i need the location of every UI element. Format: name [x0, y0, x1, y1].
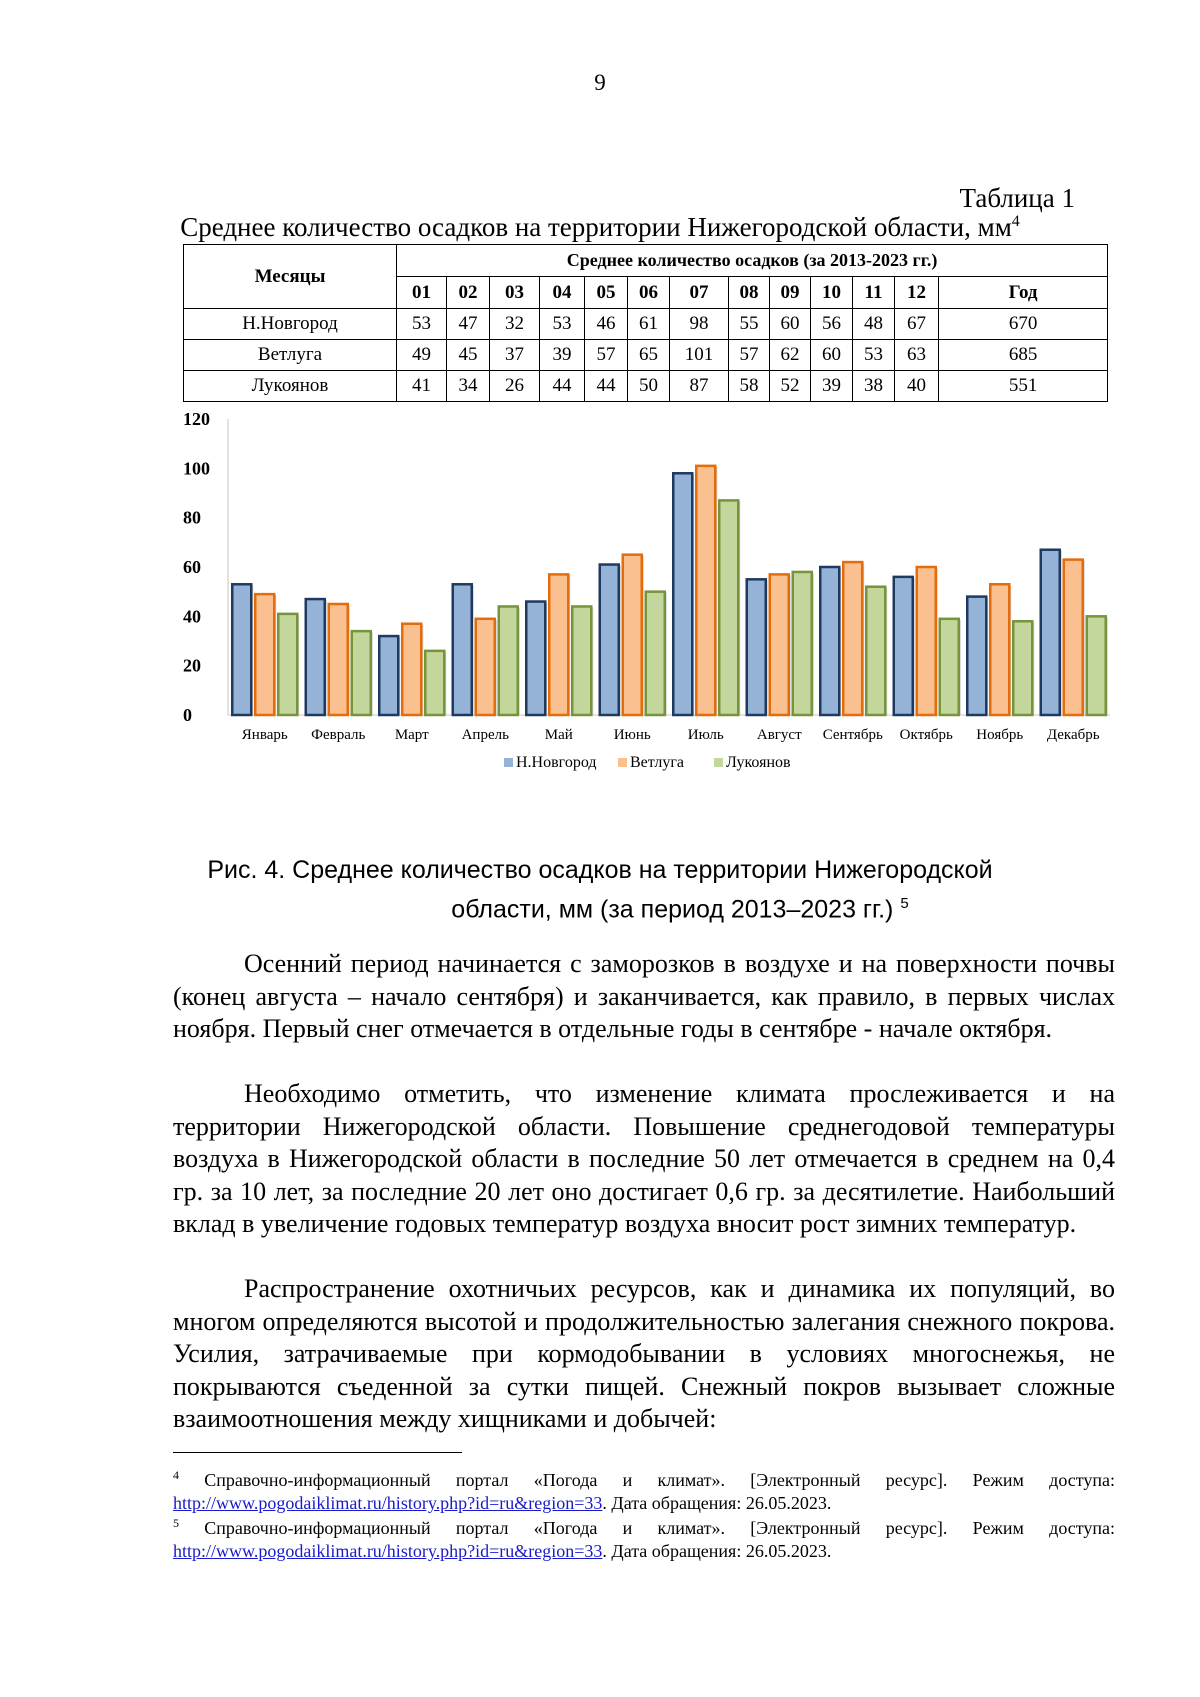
column-header: 04 [540, 277, 585, 309]
value-cell: 53 [853, 340, 895, 371]
x-category-label: Сентябрь [822, 727, 883, 743]
bar [453, 584, 472, 715]
value-cell: 63 [895, 340, 939, 371]
legend-swatch [504, 758, 513, 767]
y-tick-label: 40 [183, 606, 201, 627]
x-category-label: Апрель [461, 727, 509, 743]
bar [549, 574, 568, 715]
caption-footnote-ref: 5 [900, 895, 909, 912]
legend-swatch [618, 758, 627, 767]
value-cell: 53 [540, 309, 585, 340]
footnote [173, 1512, 1115, 1563]
bar [820, 567, 839, 715]
legend-swatch [714, 758, 723, 767]
x-category-label: Февраль [311, 727, 366, 743]
bar [967, 597, 986, 715]
column-header: 11 [853, 277, 895, 309]
footnote-text: Справочно-информационный портал «Погода и климат». [Электронный ресурс]. Режим доступа: [204, 1470, 1116, 1490]
bar [255, 594, 274, 715]
column-header: Год [939, 277, 1108, 309]
value-cell: 57 [729, 340, 770, 371]
value-cell: 87 [670, 371, 729, 402]
bar [843, 562, 862, 715]
value-cell: 670 [939, 309, 1108, 340]
value-cell: 60 [770, 309, 811, 340]
bar [866, 587, 885, 715]
value-cell: 53 [397, 309, 447, 340]
value-cell: 67 [895, 309, 939, 340]
value-cell: 98 [670, 309, 729, 340]
footnote-separator [173, 1452, 462, 1453]
precipitation-table [183, 244, 1108, 402]
bar [696, 466, 715, 715]
bar [770, 574, 789, 715]
x-category-label: Июль [687, 727, 724, 743]
footnote-date: . Дата обращения: 26.05.2023. [602, 1541, 832, 1561]
bars-group [232, 466, 1108, 715]
bar [894, 577, 913, 715]
footnote-number: 5 [173, 1516, 179, 1530]
table-row [184, 371, 1108, 402]
y-tick-label: 100 [183, 458, 210, 479]
column-header: 03 [490, 277, 540, 309]
station-name-cell: Лукоянов [184, 371, 397, 402]
station-name-cell: Ветлуга [184, 340, 397, 371]
y-tick-label: 60 [183, 557, 201, 577]
x-category-label: Октябрь [899, 727, 953, 743]
table-body [184, 309, 1108, 402]
bar [1041, 550, 1060, 715]
paragraph [173, 1078, 1115, 1241]
table-title-footnote-ref: 4 [1011, 213, 1020, 230]
bar [623, 555, 642, 715]
x-category-label: Июнь [613, 727, 651, 743]
caption-line-2 [0, 887, 1200, 926]
figure-caption [0, 853, 1200, 926]
chart-legend [504, 754, 791, 771]
value-cell: 61 [628, 309, 670, 340]
bar [719, 500, 738, 715]
value-cell: 685 [939, 340, 1108, 371]
value-cell: 44 [585, 371, 628, 402]
column-header: 06 [628, 277, 670, 309]
value-cell: 50 [628, 371, 670, 402]
bar [329, 604, 348, 715]
value-cell: 49 [397, 340, 447, 371]
paragraph-text: Необходимо отметить, что изменение климата прослеживается и на территории Нижегородской области. Повышение среднегодовой температуры воздуха в Нижегородской области в последние 50 лет отмечается в среднем на 0,4 гр. за 10 лет, за последние 20 лет оно достигает 0,6 гр. за десятилетие. Наибольший вклад в увеличение годовых температур воздуха вносит рост зимних температур. [173, 1079, 1115, 1238]
y-tick-label: 120 [183, 409, 210, 429]
value-cell: 39 [540, 340, 585, 371]
y-axis-ticks [183, 409, 210, 725]
bar [278, 614, 297, 715]
footnote-link[interactable]: http://www.pogodaiklimat.ru/history.php?id=ru&region=33 [173, 1541, 603, 1561]
bar [646, 592, 665, 715]
value-cell: 37 [490, 340, 540, 371]
column-header: 02 [447, 277, 490, 309]
value-cell: 551 [939, 371, 1108, 402]
value-cell: 41 [397, 371, 447, 402]
legend-label: Ветлуга [630, 754, 685, 771]
value-cell: 101 [670, 340, 729, 371]
x-category-label: Август [756, 727, 802, 743]
x-category-label: Март [394, 727, 429, 743]
bar [572, 606, 591, 715]
value-cell: 46 [585, 309, 628, 340]
bar [425, 651, 444, 715]
paragraph [173, 1273, 1115, 1436]
table-title-text: Среднее количество осадков на территории Нижегородской области, мм [180, 212, 1012, 242]
column-header: 10 [811, 277, 853, 309]
paragraph-text: Осенний период начинается с заморозков в воздухе и на поверхности почвы (конец августа – начало сентября) и заканчивается, как правило, в первых числах ноября. Первый снег отмечается в отдельные годы в сентябре - начале октября. [173, 949, 1115, 1043]
value-cell: 47 [447, 309, 490, 340]
precipitation-bar-chart [183, 404, 1117, 850]
value-cell: 38 [853, 371, 895, 402]
value-cell: 65 [628, 340, 670, 371]
bar [917, 567, 936, 715]
paragraph [173, 948, 1115, 1046]
bar [306, 599, 325, 715]
months-header: Месяцы [184, 245, 397, 309]
value-cell: 55 [729, 309, 770, 340]
footnote-text: Справочно-информационный портал «Погода и климат». [Электронный ресурс]. Режим доступа: [204, 1518, 1116, 1538]
y-tick-label: 80 [183, 507, 201, 528]
bar [673, 473, 692, 715]
footnote-number: 4 [173, 1468, 179, 1482]
bar [793, 572, 812, 715]
value-cell: 32 [490, 309, 540, 340]
value-cell: 45 [447, 340, 490, 371]
bar [232, 584, 251, 715]
column-header: 09 [770, 277, 811, 309]
page-number: 9 [594, 70, 606, 95]
table-title [0, 212, 1200, 243]
station-name-cell: Н.Новгород [184, 309, 397, 340]
footnote-date: . Дата обращения: 26.05.2023. [602, 1493, 832, 1513]
column-header: 08 [729, 277, 770, 309]
caption-line-1: Рис. 4. Среднее количество осадков на территории Нижегородской [207, 856, 993, 884]
paragraph-text: Распространение охотничьих ресурсов, как и динамика их популяций, во многом определяются высотой и продолжительностью залегания снежного покрова. Усилия, затрачиваемые при кормодобывании в условиях многоснежья, не покрываются съеденной за сутки пищей. Снежный покров вызывает сложные взаимоотношения между хищниками и добычей: [173, 1274, 1115, 1433]
y-tick-label: 0 [183, 705, 192, 725]
x-category-label: Январь [241, 727, 288, 743]
legend-label: Лукоянов [726, 754, 791, 771]
table-row [184, 309, 1108, 340]
bar [990, 584, 1009, 715]
table-row [184, 340, 1108, 371]
value-cell: 34 [447, 371, 490, 402]
value-cell: 52 [770, 371, 811, 402]
value-cell: 44 [540, 371, 585, 402]
value-cell: 39 [811, 371, 853, 402]
bar [379, 636, 398, 715]
x-category-label: Декабрь [1046, 727, 1100, 743]
table-label: Таблица 1 [959, 183, 1075, 213]
legend-label: Н.Новгород [516, 754, 597, 771]
bar [940, 619, 959, 715]
x-category-label: Май [544, 727, 573, 743]
value-cell: 58 [729, 371, 770, 402]
column-header: 01 [397, 277, 447, 309]
footnote [173, 1464, 1115, 1515]
bar [1064, 560, 1083, 715]
value-cell: 56 [811, 309, 853, 340]
value-cell: 62 [770, 340, 811, 371]
value-cell: 48 [853, 309, 895, 340]
value-cell: 26 [490, 371, 540, 402]
x-category-label: Ноябрь [976, 727, 1024, 743]
value-cell: 57 [585, 340, 628, 371]
footnote-link[interactable]: http://www.pogodaiklimat.ru/history.php?id=ru&region=33 [173, 1493, 603, 1513]
y-tick-label: 20 [183, 655, 201, 676]
bar [1013, 621, 1032, 715]
bar [402, 624, 421, 715]
column-header: 12 [895, 277, 939, 309]
avg-precip-header: Среднее количество осадков (за 2013-2023 гг.) [397, 245, 1108, 277]
value-cell: 40 [895, 371, 939, 402]
x-axis-categories [242, 727, 1100, 743]
column-header: 07 [670, 277, 729, 309]
value-cell: 60 [811, 340, 853, 371]
bar [747, 579, 766, 715]
bar [526, 602, 545, 715]
caption-line-2-text: области, мм (за период 2013–2023 гг.) [451, 895, 894, 924]
column-header: 05 [585, 277, 628, 309]
bar [600, 565, 619, 715]
bar [499, 606, 518, 715]
bar [1087, 616, 1106, 715]
bar [476, 619, 495, 715]
bar [352, 631, 371, 715]
